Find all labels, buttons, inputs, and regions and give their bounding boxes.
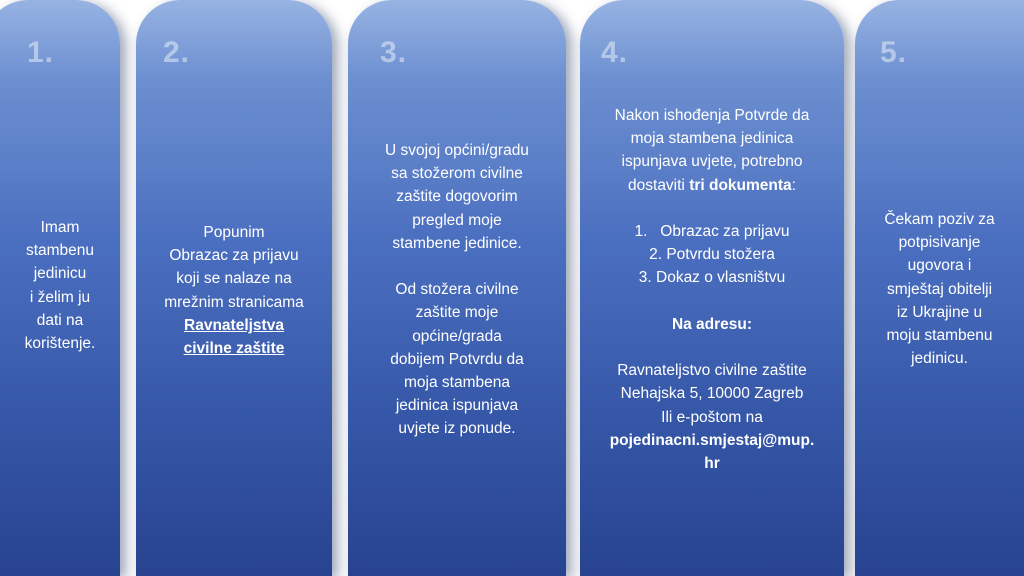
paragraph-gap: [580, 290, 844, 313]
step-text-line: općine/grada: [412, 327, 502, 345]
step-text-line: stambene jedinice.: [392, 234, 522, 252]
step-text-line: stambenu: [25, 242, 95, 260]
email-address: pojedinacni.smjestaj@mup.: [609, 431, 815, 449]
step-text-line: U svojoj općini/gradu: [385, 142, 529, 159]
step-text: [136, 221, 332, 360]
step-text-line: zaštite moje: [415, 304, 499, 322]
step-text-line: smještaj obitelji: [886, 280, 993, 298]
step-text-line: dostaviti tri dokumenta:: [628, 176, 796, 194]
step-text: [580, 104, 844, 475]
step-card-2: [136, 0, 332, 576]
address-line: Ili e-poštom na: [661, 408, 763, 426]
step-text-line: jedinica ispunjava: [395, 397, 519, 415]
address-line: Ravnateljstvo civilne zaštite: [617, 362, 807, 380]
step-number: 3.: [380, 36, 408, 69]
step-text-line: jedinicu: [33, 265, 87, 283]
step-text-line: Popunim: [203, 224, 265, 241]
step-text-line: potpisivanje: [898, 234, 981, 252]
step-text-line: Imam: [40, 219, 80, 236]
document-list-item: 1. Obrazac za prijavu: [634, 223, 790, 240]
step-text-line: koji se nalaze na: [176, 270, 292, 288]
step-text: [0, 216, 120, 355]
ravnateljstvo-link[interactable]: civilne zaštite: [183, 340, 285, 358]
email-address: hr: [704, 455, 720, 472]
step-text: [348, 139, 566, 441]
step-text-line: mrežnim stranicama: [164, 293, 304, 311]
step-card-1: [0, 0, 120, 576]
paragraph-gap: [348, 255, 566, 278]
step-text-line: moja stambena jedinica: [630, 130, 794, 148]
step-text-line: i želim ju: [29, 288, 91, 306]
document-list-item: 2. Potvrdu stožera: [649, 246, 775, 264]
three-documents-emphasis: tri dokumenta: [689, 176, 792, 194]
paragraph-gap: [580, 336, 844, 359]
step-text-line: Od stožera civilne: [395, 281, 519, 299]
step-text-line: pregled moje: [412, 211, 502, 229]
paragraph-gap: [580, 197, 844, 220]
address-line: Nehajska 5, 10000 Zagreb: [620, 385, 804, 403]
step-text-line: Čekam poziv za: [884, 211, 995, 228]
step-text-line: iz Ukrajine u: [896, 303, 983, 321]
step-card-3: [348, 0, 566, 576]
step-text-line: uvjete iz ponude.: [398, 420, 516, 438]
step-text-line: korištenje.: [24, 335, 96, 353]
step-text-line: jedinicu.: [911, 350, 968, 368]
ravnateljstvo-link[interactable]: Ravnateljstva: [184, 316, 284, 334]
step-number: 4.: [601, 36, 629, 69]
step-number: 2.: [163, 36, 191, 69]
step-text-line: dobijem Potvrdu da: [390, 350, 524, 368]
step-text-line: Nakon ishođenja Potvrde da: [614, 107, 810, 124]
step-text-line: moju stambenu: [886, 327, 993, 345]
address-heading: Na adresu:: [671, 315, 753, 333]
step-text-line: ispunjava uvjete, potrebno: [621, 153, 803, 171]
step-text-line: moja stambena: [404, 374, 510, 392]
step-text-line: dati na: [36, 311, 84, 329]
step-number: 1.: [27, 36, 55, 69]
step-text-line: ugovora i: [907, 257, 972, 275]
document-list-item: 3. Dokaz o vlasništvu: [638, 269, 786, 287]
step-card-5: [855, 0, 1024, 576]
step-text: [855, 208, 1024, 370]
step-card-4: [580, 0, 844, 576]
step-text-line: Obrazac za prijavu: [169, 247, 299, 265]
step-text-line: sa stožerom civilne: [391, 165, 523, 183]
step-number: 5.: [880, 36, 908, 69]
step-text-line: zaštite dogovorim: [396, 188, 518, 206]
